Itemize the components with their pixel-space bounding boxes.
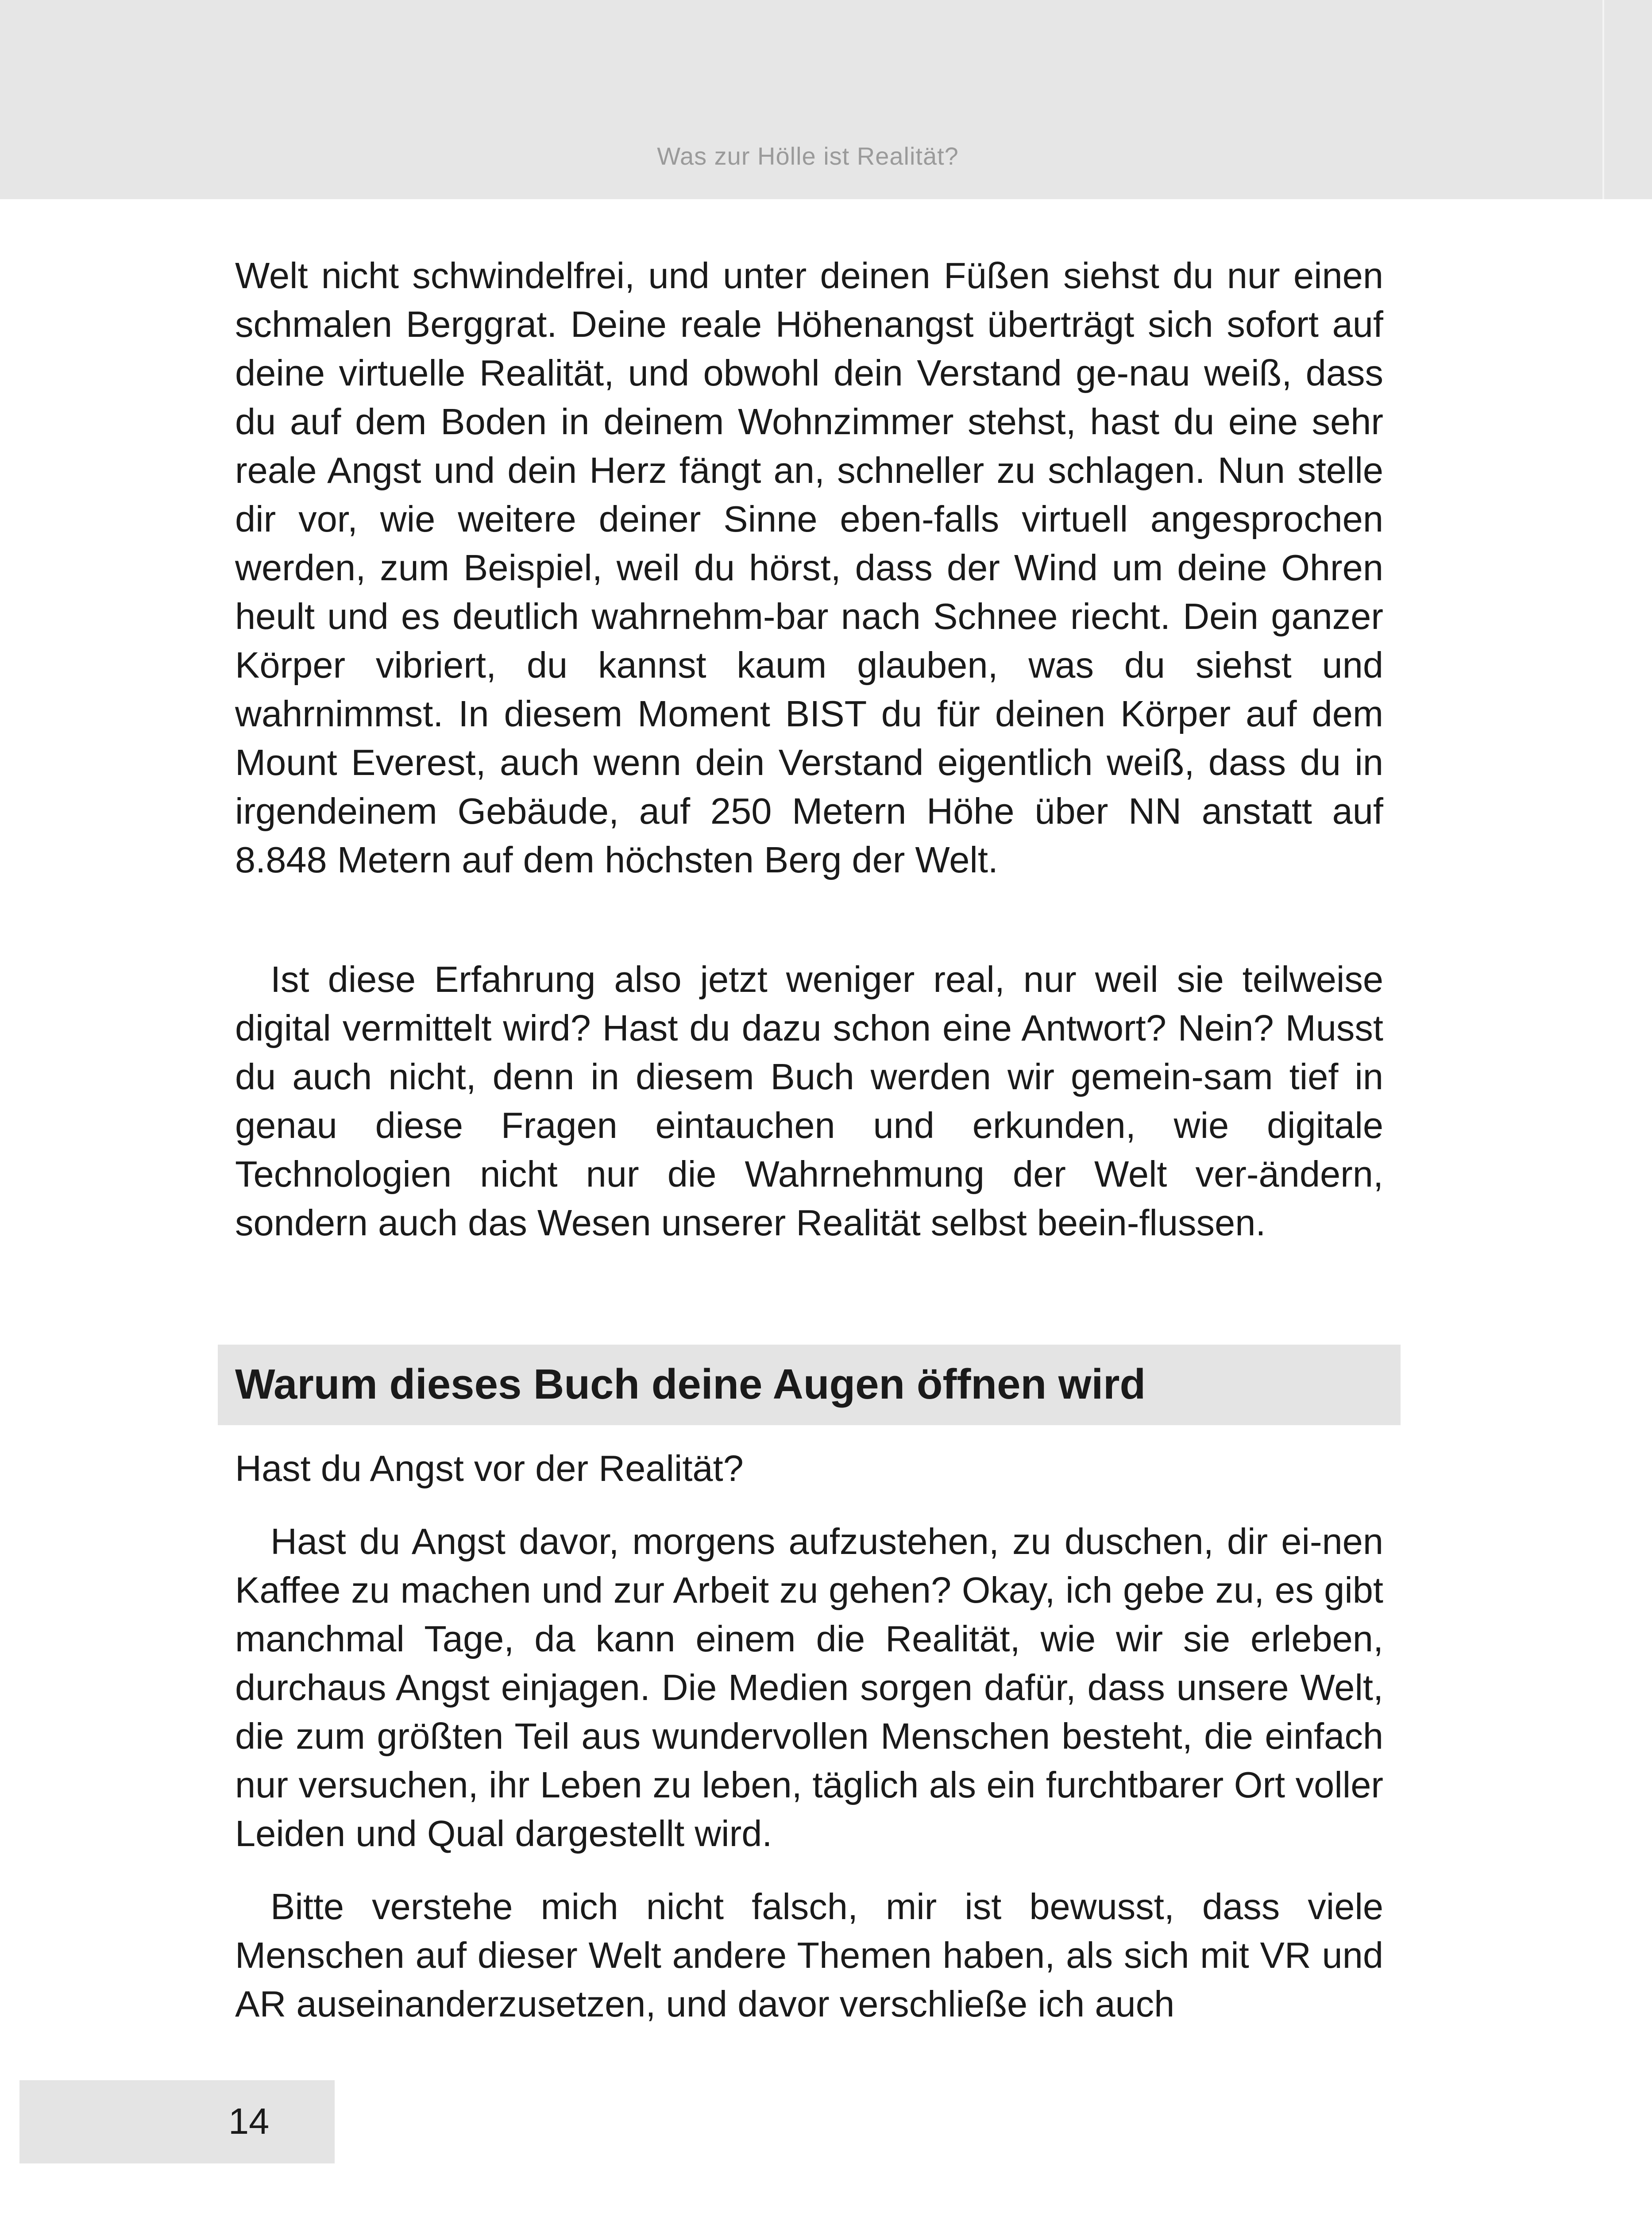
- paragraph-2: Ist diese Erfahrung also jetzt weniger real, nur weil sie teilweise digital vermittelt wird? Hast du dazu schon eine Antwort? Nein? Musst du auch nicht, denn in diesem Buch werden wir gemein-sam tief in genau diese Fragen eintauchen und erkunden, wie digitale Technologien nicht nur die Wahrnehmung der Welt ver-ändern, sondern auch das Wesen unserer Realität selbst beein-flussen.: [235, 959, 1383, 1243]
- page-number: 14: [228, 2101, 270, 2142]
- paragraph-5: Bitte verstehe mich nicht falsch, mir ist bewusst, dass viele Menschen auf dieser Welt andere Themen haben, als sich mit VR und AR auseinanderzusetzen, und davor verschließe ich auch: [235, 1886, 1383, 2024]
- section-heading: Warum dieses Buch deine Augen öffnen wird: [235, 1361, 1146, 1408]
- paragraph-4: Hast du Angst davor, morgens aufzustehen, zu duschen, dir ei-nen Kaffee zu machen und zur Arbeit zu gehen? Okay, ich gebe zu, es gibt manchmal Tage, da kann einem die Realität, wie wir sie erleben, durchaus Angst einjagen. Die Medien sorgen dafür, dass unsere Welt, die zum größten Teil aus wundervollen Menschen besteht, die einfach nur versuchen, ihr Leben zu leben, täglich als ein furchtbarer Ort voller Leiden und Qual dargestellt wird.: [235, 1521, 1383, 1854]
- running-head: Was zur Hölle ist Realität?: [657, 142, 959, 170]
- paragraph-3: Hast du Angst vor der Realität?: [235, 1448, 744, 1489]
- paragraph-1: Welt nicht schwindelfrei, und unter deinen Füßen siehst du nur einen schmalen Berggrat. Deine reale Höhenangst überträgt sich sofort auf deine virtuelle Realität, und obwohl dein Verstand ge-nau weiß, dass du auf dem Boden in deinem Wohnzimmer stehst, hast du eine sehr reale Angst und dein Herz fängt an, schneller zu schlagen. Nun stelle dir vor, wie weitere deiner Sinne eben-falls virtuell angesprochen werden, zum Beispiel, weil du hörst, dass der Wind um deine Ohren heult und es deutlich wahrnehm-bar nach Schnee riecht. Dein ganzer Körper vibriert, du kannst kaum glauben, was du siehst und wahrnimmst. In diesem Moment BIST du für deinen Körper auf dem Mount Everest, auch wenn dein Verstand eigentlich weiß, dass du in irgendeinem Gebäude, auf 250 Metern Höhe über NN anstatt auf 8.848 Metern auf dem höchsten Berg der Welt.: [235, 255, 1383, 880]
- folio-band: [19, 2080, 335, 2163]
